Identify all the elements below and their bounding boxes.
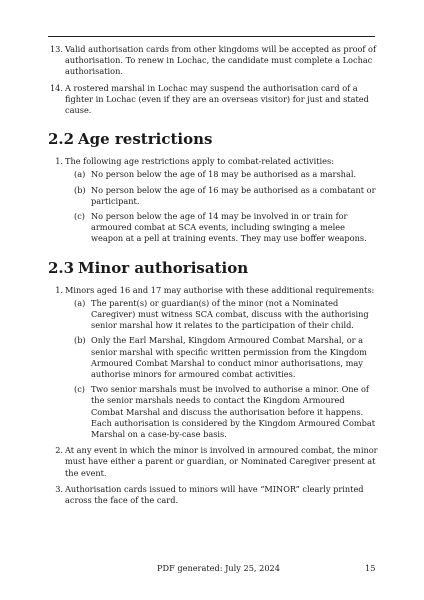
sub-letter: (a) — [74, 169, 86, 180]
section-title: Age restrictions — [78, 130, 213, 149]
sub-list — [65, 169, 378, 244]
sub-letter: (a) — [74, 297, 86, 308]
item-text: Minors aged 16 and 17 may authorise with these additional requirements: — [65, 284, 375, 295]
list-item-age-1 — [48, 156, 378, 244]
sub-text: No person below the age of 14 may be involved in or train for armoured combat at SCA events, including swinging a melee weapon at a pell at training events. They may use boffer weapons. — [91, 211, 367, 244]
page-content — [48, 44, 378, 511]
sub-item-b — [65, 335, 378, 380]
sub-item-a — [65, 169, 378, 180]
sub-item-b — [65, 185, 378, 207]
section-heading-minor-authorisation — [48, 259, 378, 277]
item-text: The following age restrictions apply to combat-related activities: — [65, 156, 334, 167]
header-rule — [48, 36, 375, 37]
sub-text: No person below the age of 16 may be authorised as a combatant or participant. — [91, 184, 376, 206]
section-title: Minor authorisation — [78, 258, 249, 277]
section-heading-age-restrictions — [48, 130, 378, 148]
sub-letter: (b) — [74, 335, 86, 346]
sub-text: Two senior marshals must be involved to authorise a minor. One of the senior marshals needs to contact the Kingdom Armoured Combat Marshal and discuss the authorisation before it happens. Each authorisation is considered by the Kingdom Armoured Combat Marshal on a case-by-case basis. — [91, 384, 376, 440]
item-text: Authorisation cards issued to minors will have “MINOR” clearly printed across the face of the card. — [65, 483, 364, 506]
item-number: 2. — [55, 445, 63, 456]
item-number: 3. — [55, 483, 63, 494]
list-item-minor-3 — [48, 484, 378, 506]
sub-item-c — [65, 211, 378, 245]
item-text: A rostered marshal in Lochac may suspend the authorisation card of a fighter in Lochac (even if they are an overseas visitor) for just and stated cause. — [65, 82, 369, 116]
sub-list — [65, 298, 378, 440]
item-number: 14. — [49, 82, 63, 93]
item-number: 13. — [49, 44, 63, 54]
section-number: 2.2 — [48, 130, 75, 149]
sub-letter: (b) — [74, 184, 86, 195]
list-item-minor-2 — [48, 445, 378, 479]
sub-text: Only the Earl Marshal, Kingdom Armoured Combat Marshal, or a senior marshal with specific written permission from the Kingdom Armoured Combat Marshal to conduct minor authorisations, may authorise minors for armoured combat activities. — [91, 335, 367, 380]
sub-text: The parent(s) or guardian(s) of the minor (not a Nominated Caregiver) must witness SCA combat, discuss with the authorising senior marshal how it relates to the participation of their child. — [91, 297, 369, 331]
sub-item-c — [65, 384, 378, 440]
sub-item-a — [65, 298, 378, 332]
list-item-minor-1 — [48, 285, 378, 441]
sub-letter: (c) — [74, 384, 85, 395]
sub-letter: (c) — [74, 211, 85, 222]
pdf-generated-date: PDF generated: July 25, 2024 — [157, 563, 280, 573]
list-item-14 — [48, 83, 378, 117]
page-number: 15 — [365, 563, 376, 573]
sub-text: No person below the age of 18 may be authorised as a marshal. — [91, 169, 357, 180]
item-text: Valid authorisation cards from other kingdoms will be accepted as proof of authorisation. To renew in Lochac, the candidate must complete a Lochac authorisation. — [65, 44, 377, 77]
item-number: 1. — [55, 284, 63, 295]
list-item-13 — [48, 44, 378, 78]
item-number: 1. — [55, 156, 63, 167]
item-text: At any event in which the minor is involved in armoured combat, the minor must have either a parent or guardian, or Nominated Caregiver present at the event. — [65, 445, 378, 478]
section-number: 2.3 — [48, 258, 75, 277]
